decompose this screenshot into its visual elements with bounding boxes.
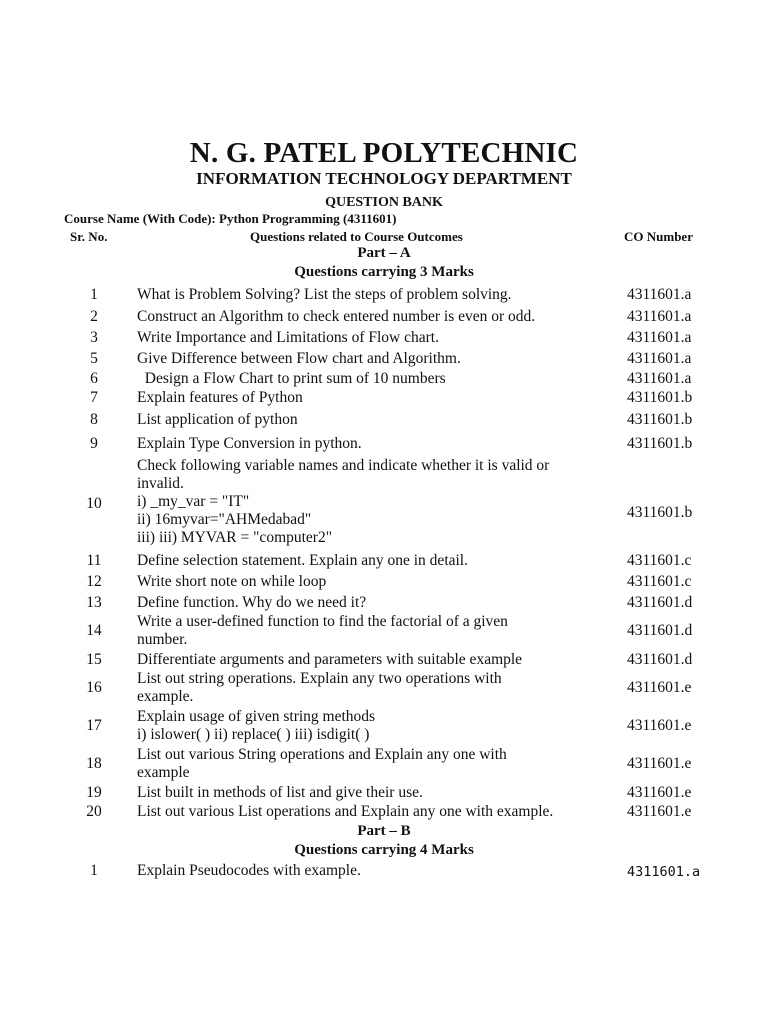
- co-number: 4311601.e: [627, 755, 692, 772]
- department-name: INFORMATION TECHNOLOGY DEPARTMENT: [196, 169, 572, 188]
- serial-number: 20: [86, 803, 102, 820]
- question-line: invalid.: [137, 475, 184, 492]
- question-text: [137, 862, 612, 880]
- co-number: 4311601.a: [627, 308, 692, 325]
- question-line: List application of python: [137, 411, 298, 428]
- column-header-co-number: CO Number: [624, 229, 693, 244]
- serial-number: 14: [86, 622, 102, 639]
- part-b-title: Part – B: [357, 823, 411, 839]
- co-number: 4311601.e: [627, 803, 692, 820]
- question-line: Differentiate arguments and parameters with suitable example: [137, 651, 523, 668]
- co-number: 4311601.c: [627, 573, 692, 590]
- question-text: [137, 457, 612, 547]
- question-line: Explain Type Conversion in python.: [137, 435, 362, 452]
- co-number: 4311601.e: [627, 717, 692, 734]
- part-a-title: Part – A: [357, 245, 411, 261]
- question-text: [137, 370, 612, 388]
- serial-number: 11: [86, 552, 102, 569]
- co-number: 4311601.a: [627, 329, 692, 346]
- question-text: [137, 411, 612, 429]
- serial-number: 7: [90, 389, 98, 406]
- co-number: 4311601.a: [627, 286, 692, 303]
- co-number: 4311601.d: [627, 622, 693, 639]
- question-line: Design a Flow Chart to print sum of 10 numbers: [137, 370, 446, 387]
- question-line: Define selection statement. Explain any one in detail.: [137, 552, 468, 569]
- serial-number: 8: [90, 411, 98, 428]
- question-line: List out various List operations and Explain any one with example.: [137, 803, 554, 820]
- serial-number: 5: [90, 350, 98, 367]
- question-line: Give Difference between Flow chart and Algorithm.: [137, 350, 461, 367]
- serial-number: 1: [90, 286, 98, 303]
- serial-number: 19: [86, 784, 102, 801]
- co-number: 4311601.e: [627, 679, 692, 696]
- question-text: [137, 651, 612, 669]
- course-name: Course Name (With Code): Python Programming (4311601): [64, 211, 397, 226]
- question-line: number.: [137, 631, 188, 648]
- serial-number: 6: [90, 370, 98, 387]
- serial-number: 2: [90, 308, 98, 325]
- question-line: i) _my_var = "IT": [137, 493, 250, 510]
- document-title: QUESTION BANK: [325, 195, 443, 210]
- question-text: [137, 286, 612, 304]
- question-text: [137, 803, 612, 821]
- question-text: [137, 308, 612, 326]
- co-number: 4311601.d: [627, 594, 693, 611]
- question-text: [137, 708, 612, 744]
- question-text: [137, 613, 612, 649]
- co-number: 4311601.e: [627, 784, 692, 801]
- question-line: i) islower( ) ii) replace( ) iii) isdigit( ): [137, 726, 370, 743]
- co-number: 4311601.b: [627, 389, 693, 406]
- column-header-questions: Questions related to Course Outcomes: [250, 229, 463, 244]
- question-text: [137, 573, 612, 591]
- question-text: [137, 784, 612, 802]
- serial-number: 17: [86, 717, 102, 734]
- co-number: 4311601.b: [627, 411, 693, 428]
- question-line: Construct an Algorithm to check entered number is even or odd.: [137, 308, 536, 325]
- question-line: Write a user-defined function to find the factorial of a given: [137, 613, 508, 630]
- question-line: Explain usage of given string methods: [137, 708, 376, 725]
- co-number: 4311601.a: [627, 864, 701, 880]
- institute-name: N. G. PATEL POLYTECHNIC: [189, 137, 579, 169]
- co-number: 4311601.b: [627, 504, 693, 521]
- question-line: Write short note on while loop: [137, 573, 327, 590]
- serial-number: 10: [86, 495, 102, 512]
- co-number: 4311601.a: [627, 350, 692, 367]
- question-line: List built in methods of list and give their use.: [137, 784, 423, 801]
- serial-number: 1: [90, 862, 98, 879]
- question-line: example.: [137, 688, 194, 705]
- question-text: [137, 594, 612, 612]
- question-line: ii) 16myvar="AHMedabad": [137, 511, 312, 528]
- question-line: Explain features of Python: [137, 389, 303, 406]
- question-line: List out various String operations and Explain any one with: [137, 746, 507, 763]
- question-text: [137, 670, 612, 706]
- question-text: [137, 350, 612, 368]
- question-text: [137, 389, 612, 407]
- question-text: [137, 552, 612, 570]
- question-line: Define function. Why do we need it?: [137, 594, 367, 611]
- serial-number: 3: [90, 329, 98, 346]
- serial-number: 16: [86, 679, 102, 696]
- serial-number: 9: [90, 435, 98, 452]
- question-line: Check following variable names and indicate whether it is valid or: [137, 457, 550, 474]
- co-number: 4311601.b: [627, 435, 693, 452]
- question-text: [137, 435, 612, 453]
- co-number: 4311601.d: [627, 651, 693, 668]
- question-line: List out string operations. Explain any two operations with: [137, 670, 502, 687]
- serial-number: 18: [86, 755, 102, 772]
- question-line: example: [137, 764, 190, 781]
- question-line: Explain Pseudocodes with example.: [137, 862, 361, 879]
- serial-number: 13: [86, 594, 102, 611]
- question-text: [137, 746, 612, 782]
- serial-number: 15: [86, 651, 102, 668]
- co-number: 4311601.c: [627, 552, 692, 569]
- part-a-subtitle: Questions carrying 3 Marks: [294, 264, 474, 280]
- question-line: Write Importance and Limitations of Flow chart.: [137, 329, 439, 346]
- co-number: 4311601.a: [627, 370, 692, 387]
- part-b-subtitle: Questions carrying 4 Marks: [294, 842, 474, 858]
- question-line: iii) iii) MYVAR = "computer2": [137, 529, 333, 546]
- column-header-sr-no: Sr. No.: [70, 229, 108, 244]
- question-line: What is Problem Solving? List the steps of problem solving.: [137, 286, 512, 303]
- serial-number: 12: [86, 573, 102, 590]
- question-text: [137, 329, 612, 347]
